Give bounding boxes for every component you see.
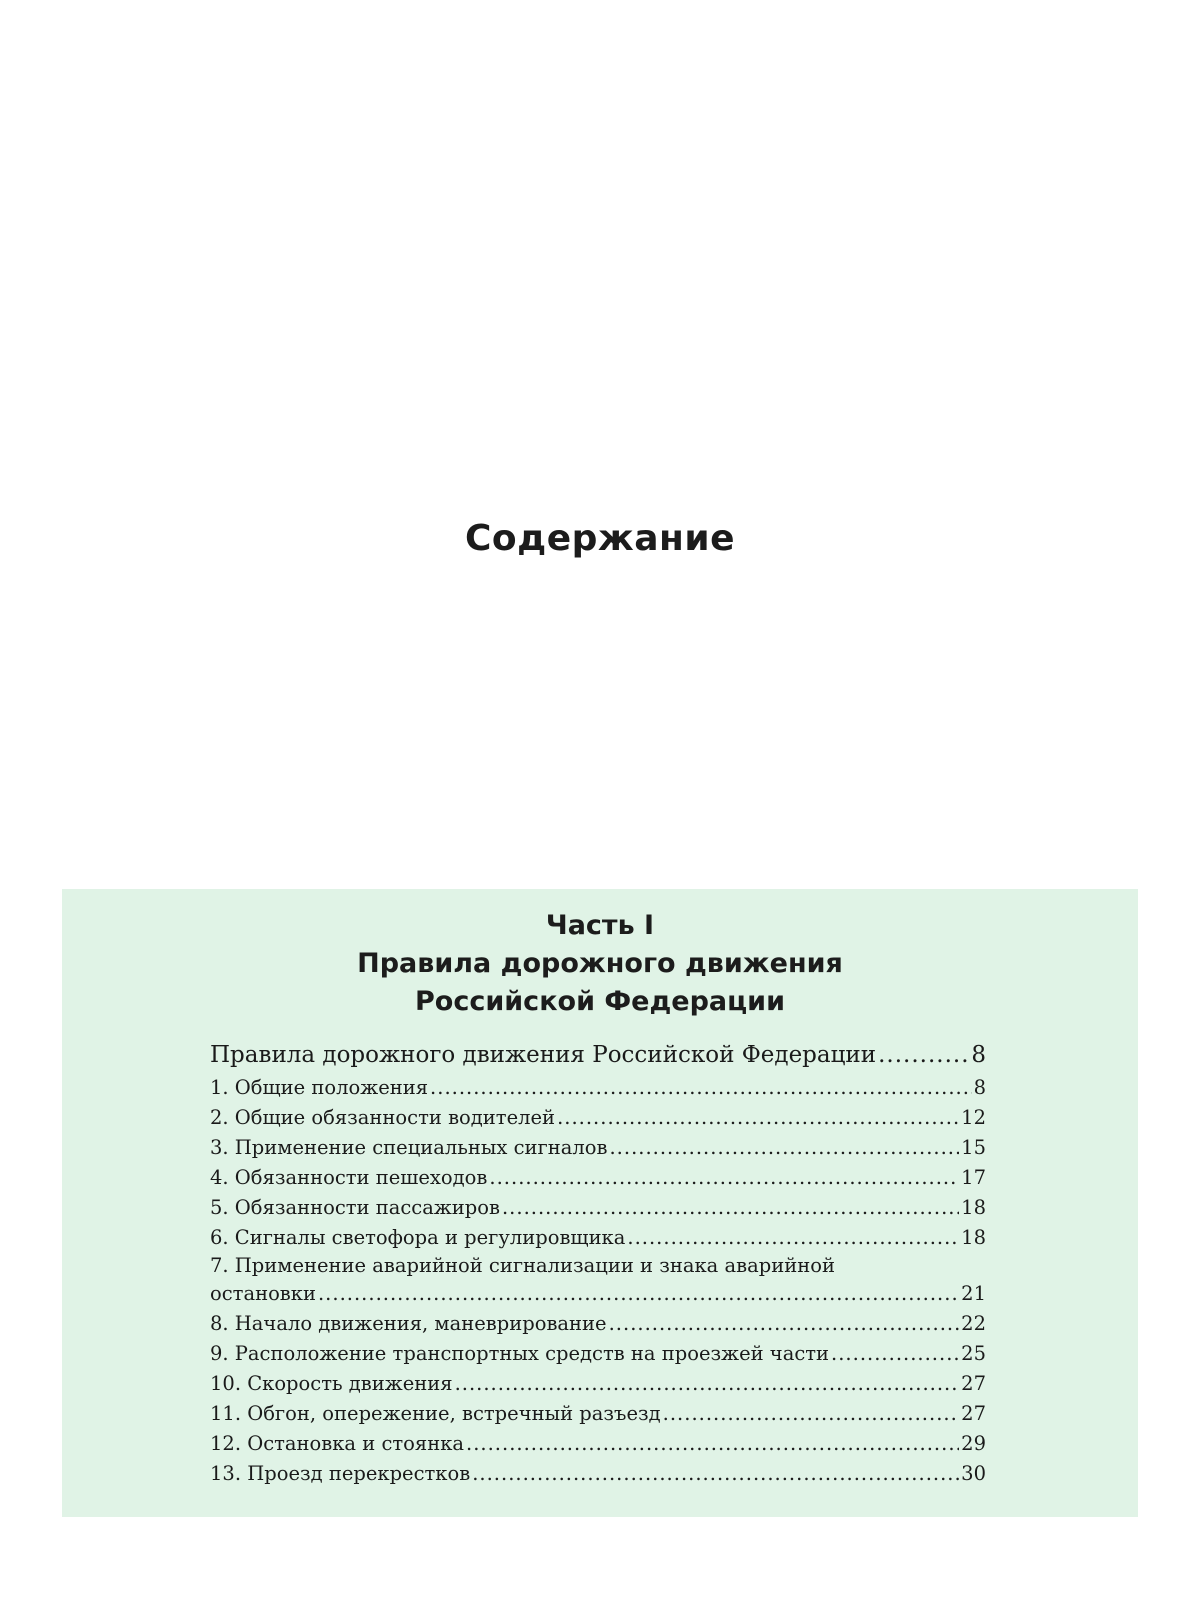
toc-entry-label: 7. Применение аварийной сигнализации и знака аварийной bbox=[210, 1254, 835, 1277]
toc-entry-label: 1. Общие положения bbox=[210, 1076, 429, 1099]
toc-entry[interactable] bbox=[210, 1369, 986, 1399]
toc-entry-page: 8 bbox=[973, 1076, 986, 1099]
dot-leader bbox=[627, 1223, 959, 1253]
toc-entry-page: 8 bbox=[971, 1042, 986, 1068]
toc-entry-label: 6. Сигналы светофора и регулировщика bbox=[210, 1226, 626, 1249]
toc-entry[interactable] bbox=[210, 1133, 986, 1163]
toc-entry[interactable] bbox=[210, 1223, 986, 1253]
dot-leader bbox=[609, 1309, 960, 1339]
toc-entry-page: 18 bbox=[961, 1196, 986, 1219]
toc-entry[interactable] bbox=[210, 1163, 986, 1193]
toc-entry[interactable] bbox=[210, 1399, 986, 1429]
toc-entry-label: 11. Обгон, опережение, встречный разъезд bbox=[210, 1402, 661, 1425]
toc-entry-label: 12. Остановка и стоянка bbox=[210, 1432, 465, 1455]
toc-entry-page: 22 bbox=[961, 1312, 986, 1335]
toc-entry[interactable] bbox=[210, 1193, 986, 1223]
part-heading bbox=[62, 907, 1138, 1021]
toc-entry-label: 2. Общие обязанности водителей bbox=[210, 1106, 556, 1129]
toc-list bbox=[210, 1037, 986, 1489]
toc-entry-label: 8. Начало движения, маневрирование bbox=[210, 1312, 607, 1335]
toc-entry-page: 21 bbox=[961, 1282, 986, 1305]
toc-entry-label: 4. Обязанности пешеходов bbox=[210, 1166, 488, 1189]
toc-entry-label: 5. Обязанности пассажиров bbox=[210, 1196, 500, 1219]
dot-leader bbox=[455, 1369, 960, 1399]
toc-entry-lead[interactable] bbox=[210, 1037, 986, 1073]
part-number: Часть I bbox=[545, 910, 655, 941]
toc-entry-page: 27 bbox=[961, 1402, 986, 1425]
toc-entry-label: Правила дорожного движения Российской Федерации bbox=[210, 1042, 877, 1068]
dot-leader bbox=[472, 1459, 959, 1489]
toc-entry-line bbox=[210, 1279, 986, 1309]
dot-leader bbox=[557, 1103, 959, 1133]
toc-entry-page: 25 bbox=[961, 1342, 986, 1365]
dot-leader bbox=[609, 1133, 959, 1163]
toc-entry-label: 13. Проезд перекрестков bbox=[210, 1462, 471, 1485]
toc-entry[interactable] bbox=[210, 1073, 986, 1103]
toc-entry-label: 3. Применение специальных сигналов bbox=[210, 1136, 608, 1159]
toc-entry[interactable] bbox=[210, 1429, 986, 1459]
toc-entry-multiline[interactable] bbox=[210, 1253, 986, 1309]
toc-entry[interactable] bbox=[210, 1309, 986, 1339]
toc-entry-page: 18 bbox=[961, 1226, 986, 1249]
dot-leader bbox=[878, 1037, 969, 1073]
toc-entry-label: 10. Скорость движения bbox=[210, 1372, 453, 1395]
part-title-line-1: Правила дорожного движения bbox=[357, 948, 843, 979]
toc-entry-page: 29 bbox=[961, 1432, 986, 1455]
dot-leader bbox=[502, 1193, 959, 1223]
toc-panel bbox=[62, 889, 1138, 1517]
toc-entry[interactable] bbox=[210, 1103, 986, 1133]
dot-leader bbox=[466, 1429, 959, 1459]
toc-entry-label: остановки bbox=[210, 1282, 316, 1305]
toc-entry[interactable] bbox=[210, 1339, 986, 1369]
toc-entry-page: 30 bbox=[961, 1462, 986, 1485]
part-title-line-2: Российской Федерации bbox=[415, 986, 785, 1017]
toc-entry-page: 17 bbox=[961, 1166, 986, 1189]
toc-entry-page: 12 bbox=[961, 1106, 986, 1129]
toc-entry-line bbox=[210, 1253, 986, 1279]
dot-leader bbox=[318, 1279, 959, 1309]
dot-leader bbox=[430, 1073, 972, 1103]
toc-entry-page: 15 bbox=[961, 1136, 986, 1159]
toc-entry-page: 27 bbox=[961, 1372, 986, 1395]
toc-entry[interactable] bbox=[210, 1459, 986, 1489]
toc-entry-label: 9. Расположение транспортных средств на проезжей части bbox=[210, 1342, 830, 1365]
dot-leader bbox=[831, 1339, 959, 1369]
page-title: Содержание bbox=[464, 518, 736, 559]
dot-leader bbox=[663, 1399, 960, 1429]
dot-leader bbox=[489, 1163, 959, 1193]
